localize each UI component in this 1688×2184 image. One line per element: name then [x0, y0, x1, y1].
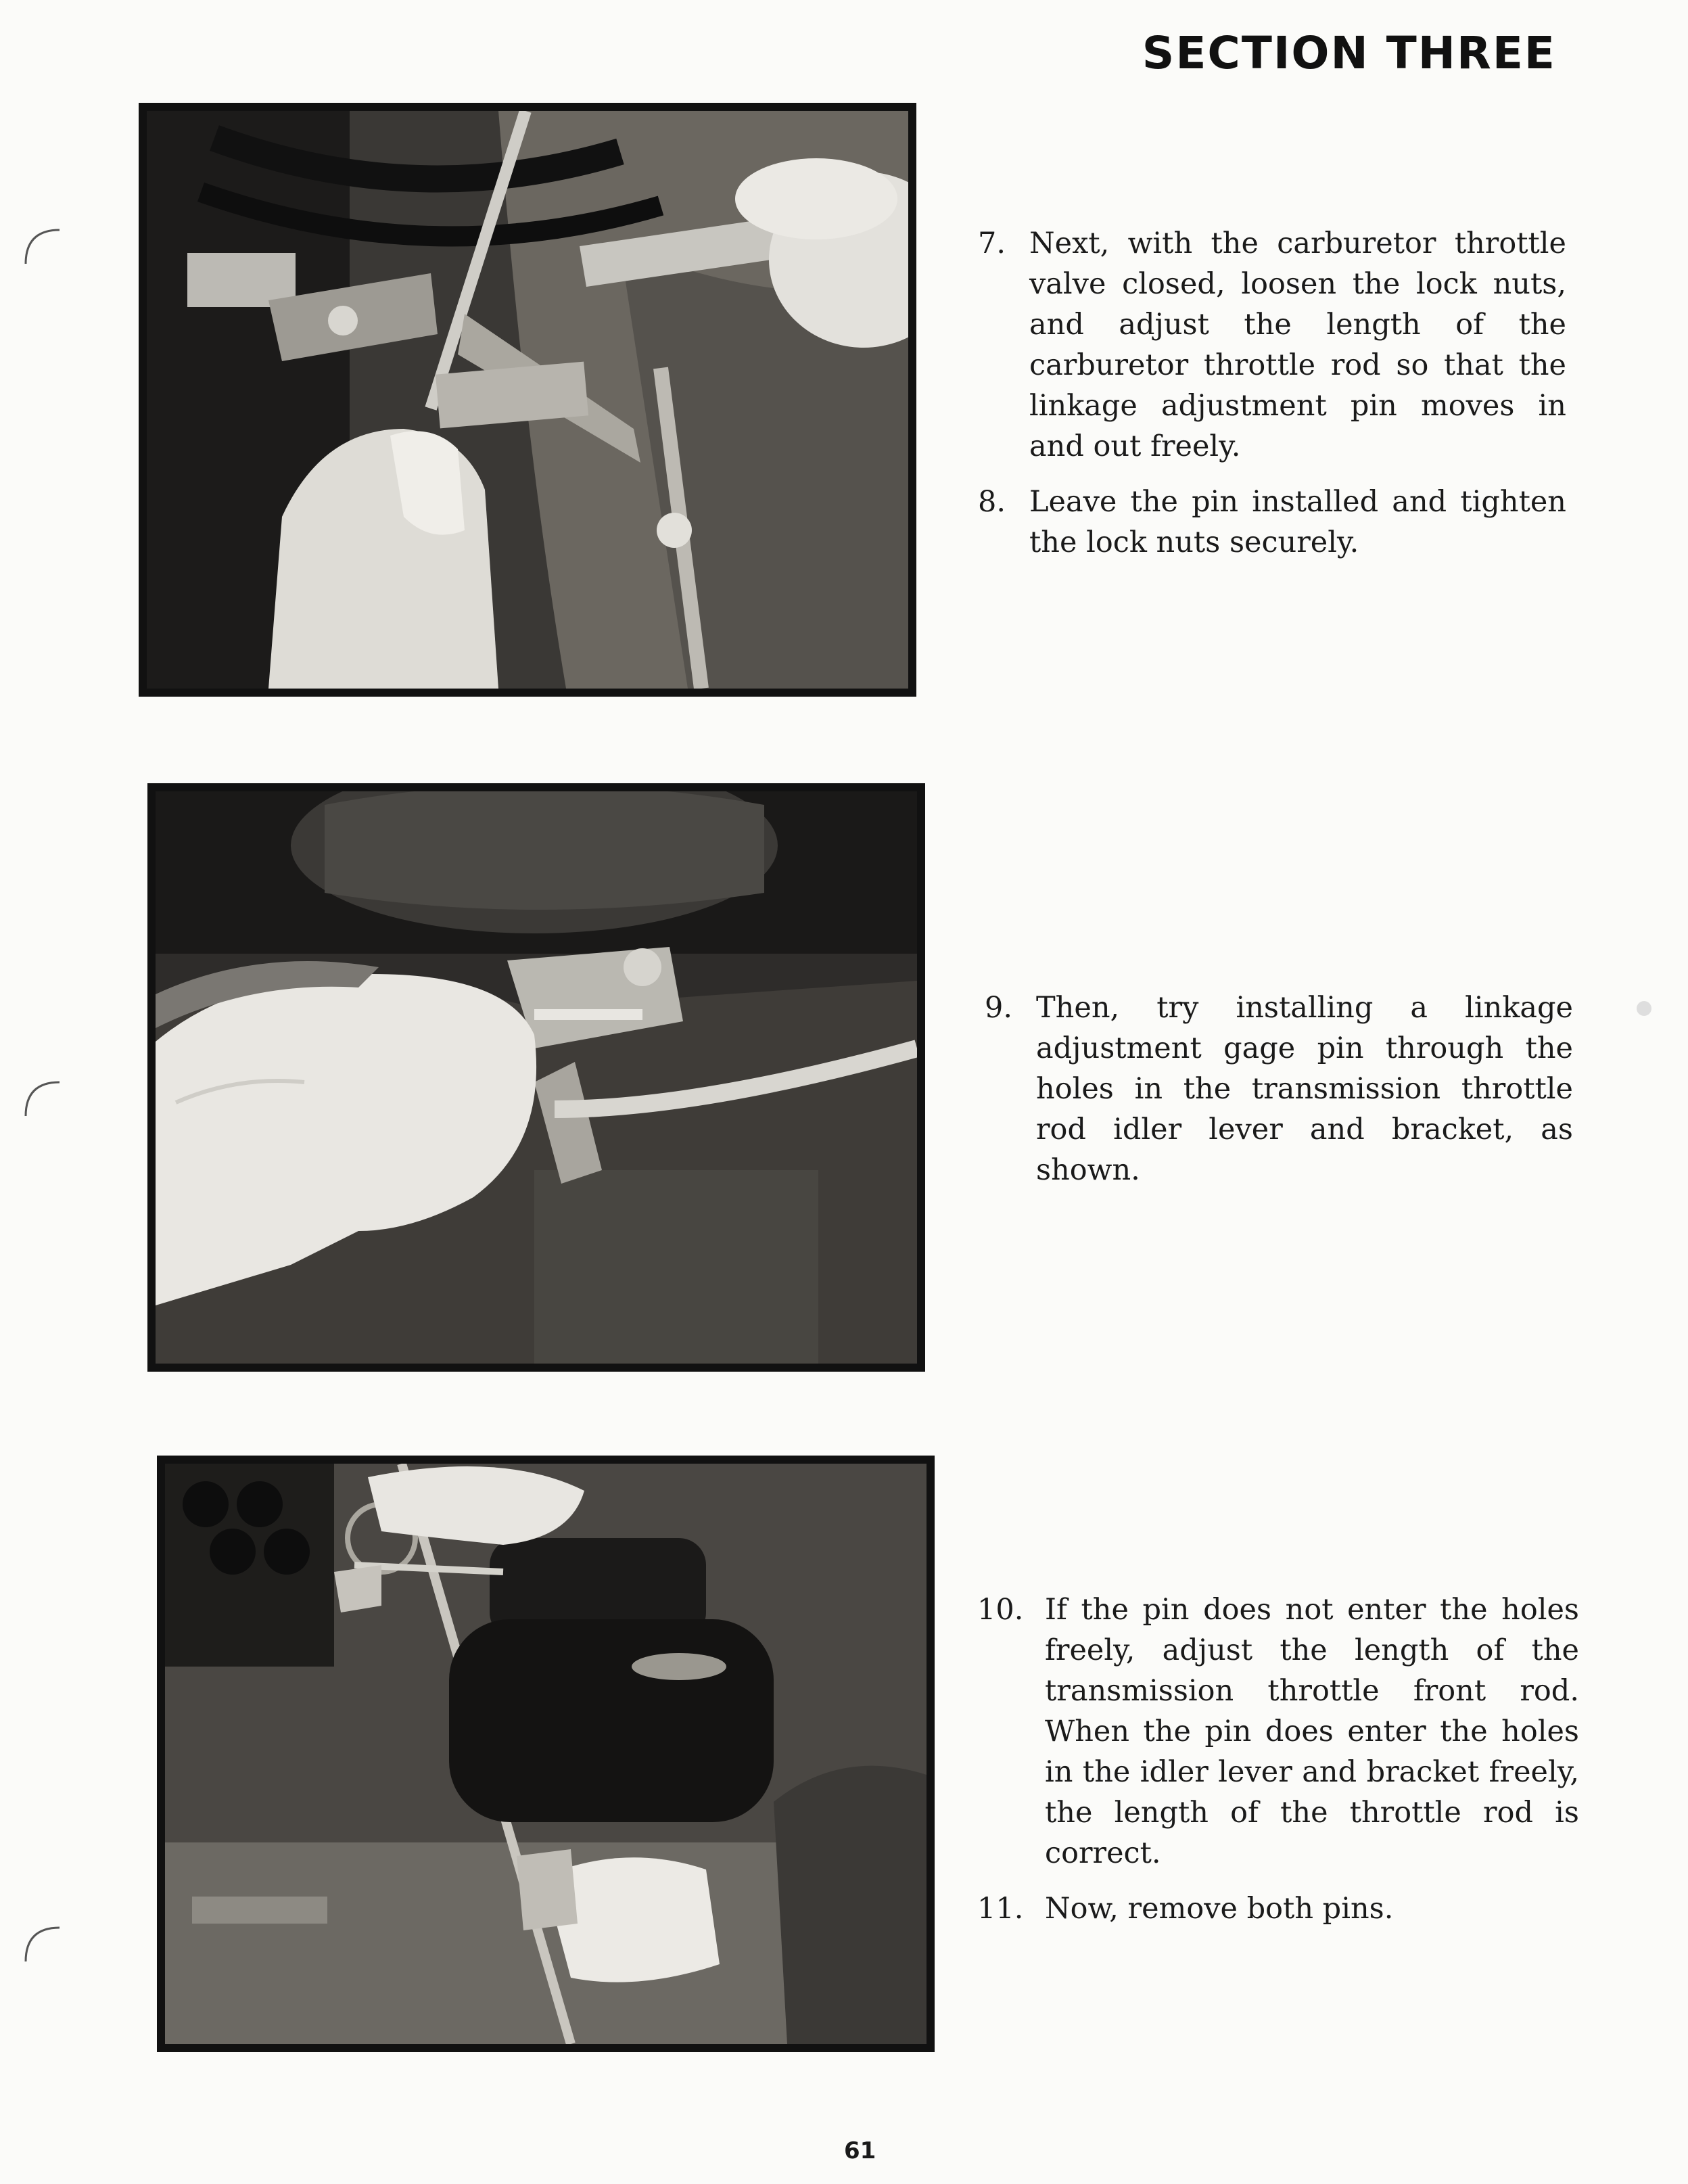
section-title: SECTION THREE — [1142, 27, 1556, 79]
step-text: If the pin does not enter the holes freely, adjust the length of the transmission throttle front rod. When the pin does enter the holes in the idler lever and bracket freely, the length of the throttle rod is correct. — [1045, 1593, 1579, 1870]
step-number: 9. — [985, 991, 1013, 1025]
step-item — [977, 1589, 1579, 1874]
paper-speck — [1637, 1001, 1651, 1016]
step-item — [977, 1888, 1579, 1929]
step-number: 10. — [977, 1593, 1024, 1627]
steps-group-3 — [977, 1589, 1579, 1944]
step-text: Leave the pin installed and tighten the lock nuts securely. — [1029, 485, 1566, 559]
step-number: 8. — [978, 485, 1006, 519]
step-number: 7. — [978, 227, 1006, 260]
photo-idler-lever-pin — [147, 783, 925, 1372]
step-item — [978, 482, 1566, 563]
step-item — [985, 988, 1573, 1190]
punch-hole-mark — [19, 1921, 66, 1968]
photo-throttle-front-rod — [157, 1456, 935, 2052]
steps-group-1 — [978, 223, 1566, 578]
step-item — [978, 223, 1566, 467]
photo-throttle-front-rod-image — [165, 1464, 927, 2044]
step-text: Now, remove both pins. — [1045, 1892, 1394, 1926]
photo-idler-lever-pin-image — [156, 791, 917, 1364]
steps-group-2 — [985, 988, 1573, 1205]
punch-hole-mark — [19, 223, 66, 271]
step-number: 11. — [977, 1892, 1024, 1926]
step-text: Then, try installing a linkage adjustment gage pin through the holes in the transmission throttle rod idler lever and bracket, as shown. — [1036, 991, 1573, 1187]
photo-carburetor-linkage-image — [147, 111, 908, 689]
page-number: 61 — [844, 2137, 876, 2164]
step-text: Next, with the carburetor throttle valve closed, loosen the lock nuts, and adjust the length of the carburetor throttle rod so that the linkage adjustment pin moves in and out freely. — [1029, 227, 1566, 463]
photo-carburetor-linkage — [139, 103, 916, 697]
punch-hole-mark — [19, 1075, 66, 1123]
